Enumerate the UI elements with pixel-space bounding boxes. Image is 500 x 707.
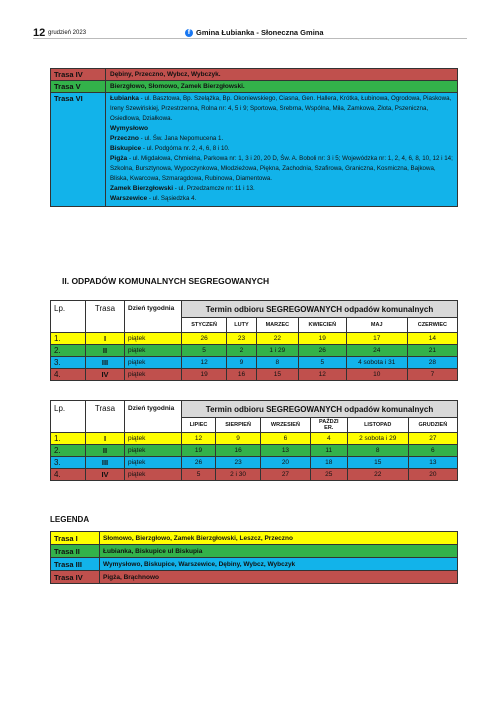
- header-title-text: Gmina Łubianka - Słoneczna Gmina: [196, 28, 324, 37]
- date-cell: 16: [227, 369, 257, 381]
- route-label: Trasa IV: [51, 69, 106, 81]
- table-row: [51, 369, 458, 381]
- lp-cell: 4.: [51, 469, 86, 481]
- date-cell: 12: [182, 357, 227, 369]
- termin-header: Termin odbioru SEGREGOWANYCH odpadów komunalnych: [182, 401, 458, 418]
- month-header: STYCZEŃ: [182, 318, 227, 333]
- route-label: Trasa V: [51, 81, 106, 93]
- table-row: [51, 345, 458, 357]
- day-cell: piątek: [125, 369, 182, 381]
- date-cell: 14: [407, 333, 457, 345]
- lp-header: Lp.: [51, 301, 86, 333]
- date-cell: 27: [261, 469, 311, 481]
- route-details: [106, 93, 458, 207]
- table-row: [51, 469, 458, 481]
- header-title: [185, 28, 324, 37]
- month-header: LISTOPAD: [347, 418, 408, 433]
- trasa-header: Trasa: [86, 401, 125, 433]
- legend-label: Trasa I: [51, 532, 100, 545]
- month-header: PAŹDZI ER.: [310, 418, 347, 433]
- legend-value: Słomowo, Bierzgłowo, Zamek Bierzgłowski, Leszcz, Przeczno: [100, 532, 458, 545]
- date-cell: 8: [347, 445, 408, 457]
- schedule-table-h1: [50, 300, 458, 381]
- table-row: [51, 433, 458, 445]
- date-cell: 4 sobota i 31: [346, 357, 407, 369]
- month-header: SIERPIEŃ: [216, 418, 261, 433]
- legend-row: [51, 558, 458, 571]
- date-cell: 6: [261, 433, 311, 445]
- date-cell: 2: [227, 345, 257, 357]
- date-cell: 9: [216, 433, 261, 445]
- month-header: MAJ: [346, 318, 407, 333]
- date-cell: 11: [310, 445, 347, 457]
- date-cell: 27: [408, 433, 457, 445]
- route-detail-line: Wymysłowo: [110, 125, 148, 132]
- dzien-header: Dzień tygodnia: [125, 301, 182, 333]
- date-cell: 16: [216, 445, 261, 457]
- date-cell: 12: [298, 369, 346, 381]
- date-cell: 12: [182, 433, 216, 445]
- table-row: [51, 333, 458, 345]
- date-cell: 5: [182, 345, 227, 357]
- date-cell: 8: [256, 357, 298, 369]
- day-cell: piątek: [125, 433, 182, 445]
- day-cell: piątek: [125, 457, 182, 469]
- trasa-header: Trasa: [86, 301, 125, 333]
- date-cell: 25: [310, 469, 347, 481]
- date-cell: 1 i 29: [256, 345, 298, 357]
- route-detail-line: Łubianka - ul. Basztowa, Bp. Szelążka, Bp. Okoniewskiego, Ciasna, Gen. Hallera, Krótka, Łubinowa, Ogrodowa, Piaskowa, Ireny Szewińskiej, Przestrzenna, Rolna nr: 4, 5 i 9; Sportowa, Srebrna, Wspólna, Miła, Zamkowa, Złota, Pszeniczna, Osiedlowa, Działkowa.: [110, 95, 452, 122]
- trasa-cell: III: [86, 457, 125, 469]
- month-header: LUTY: [227, 318, 257, 333]
- date-cell: 5: [182, 469, 216, 481]
- routes-table: [50, 68, 458, 207]
- date-cell: 13: [261, 445, 311, 457]
- route-label: Trasa VI: [51, 93, 106, 207]
- month-header: KWIECIEŃ: [298, 318, 346, 333]
- trasa-cell: II: [86, 445, 125, 457]
- route-detail-line: Zamek Bierzgłowski - ul. Przedzamcze nr: 11 i 13.: [110, 185, 255, 192]
- date-cell: 19: [182, 445, 216, 457]
- day-cell: piątek: [125, 333, 182, 345]
- date-cell: 10: [346, 369, 407, 381]
- trasa-cell: III: [86, 357, 125, 369]
- date-cell: 19: [298, 333, 346, 345]
- date-cell: 21: [407, 345, 457, 357]
- date-cell: 23: [216, 457, 261, 469]
- header-divider: [33, 38, 467, 39]
- route-detail-line: Biskupice - ul. Podgórna nr. 2, 4, 6, 8 i 10.: [110, 145, 230, 152]
- legend-label: Trasa IV: [51, 571, 100, 584]
- date-cell: 18: [310, 457, 347, 469]
- date-cell: 22: [347, 469, 408, 481]
- legend-table: [50, 531, 458, 584]
- date-cell: 24: [346, 345, 407, 357]
- route-row: [51, 93, 458, 207]
- legend-label: Trasa II: [51, 545, 100, 558]
- dzien-header: Dzień tygodnia: [125, 401, 182, 433]
- table-row: [51, 457, 458, 469]
- route-detail-line: Przeczno - ul. Św. Jana Nepomucena 1.: [110, 135, 224, 142]
- date-cell: 7: [407, 369, 457, 381]
- legend-title: LEGENDA: [50, 515, 90, 524]
- route-content: Dębiny, Przeczno, Wybcz, Wybczyk.: [106, 69, 458, 81]
- lp-header: Lp.: [51, 401, 86, 433]
- lp-cell: 2.: [51, 345, 86, 357]
- trasa-cell: IV: [86, 369, 125, 381]
- trasa-cell: I: [86, 333, 125, 345]
- month-header: GRUDZIEŃ: [408, 418, 457, 433]
- date-cell: 13: [408, 457, 457, 469]
- month-header: WRZESIEŃ: [261, 418, 311, 433]
- date-cell: 26: [182, 333, 227, 345]
- issue-date: grudzień 2023: [48, 30, 87, 36]
- date-cell: 26: [298, 345, 346, 357]
- trasa-cell: IV: [86, 469, 125, 481]
- route-row: [51, 81, 458, 93]
- date-cell: 20: [261, 457, 311, 469]
- date-cell: 19: [182, 369, 227, 381]
- legend-row: [51, 532, 458, 545]
- lp-cell: 2.: [51, 445, 86, 457]
- date-cell: 4: [310, 433, 347, 445]
- route-detail-line: Warszewice - ul. Sąsiedzka 4.: [110, 195, 197, 202]
- date-cell: 15: [347, 457, 408, 469]
- date-cell: 15: [256, 369, 298, 381]
- lp-cell: 4.: [51, 369, 86, 381]
- route-content: Bierzgłowo, Słomowo, Zamek Bierzgłowski.: [106, 81, 458, 93]
- date-cell: 26: [182, 457, 216, 469]
- date-cell: 23: [227, 333, 257, 345]
- date-cell: 20: [408, 469, 457, 481]
- date-cell: 6: [408, 445, 457, 457]
- day-cell: piątek: [125, 445, 182, 457]
- lp-cell: 1.: [51, 333, 86, 345]
- route-row: [51, 69, 458, 81]
- month-header: MARZEC: [256, 318, 298, 333]
- table-row: [51, 357, 458, 369]
- month-header: LIPIEC: [182, 418, 216, 433]
- page-number: 12: [33, 27, 46, 39]
- date-cell: 2 sobota i 29: [347, 433, 408, 445]
- route-detail-line: Pigża - ul. Migdałowa, Chmielna, Parkowa nr: 1, 3 i 20, 20 D, Św. A. Boboli nr: 3 i 5; Wojewódzka nr: 1, 2, 4, 6, 8, 10, 12 i 14; Szkolna, Bursztynowa, Wypoczynkowa, Młodzieżowa, Piękna, Zachodnia, Szafirowa, Graniczna, Kosmiczna, Bajkowa, Bliska, Kwarcowa, Szmaragdowa, Rubinowa, Diamentowa.: [110, 155, 453, 182]
- legend-value: Pigża, Brąchnowo: [100, 571, 458, 584]
- legend-label: Trasa III: [51, 558, 100, 571]
- section-title: II. ODPADÓW KOMUNALNYCH SEGREGOWANYCH: [62, 276, 270, 286]
- day-cell: piątek: [125, 357, 182, 369]
- table-row: [51, 445, 458, 457]
- lp-cell: 1.: [51, 433, 86, 445]
- date-cell: 5: [298, 357, 346, 369]
- date-cell: 9: [227, 357, 257, 369]
- trasa-cell: I: [86, 433, 125, 445]
- facebook-icon: f: [185, 29, 193, 37]
- date-cell: 17: [346, 333, 407, 345]
- legend-row: [51, 545, 458, 558]
- legend-row: [51, 571, 458, 584]
- date-cell: 2 i 30: [216, 469, 261, 481]
- trasa-cell: II: [86, 345, 125, 357]
- day-cell: piątek: [125, 345, 182, 357]
- date-cell: 22: [256, 333, 298, 345]
- schedule-table-h2: [50, 400, 458, 481]
- lp-cell: 3.: [51, 457, 86, 469]
- lp-cell: 3.: [51, 357, 86, 369]
- legend-value: Wymysłowo, Biskupice, Warszewice, Dębiny, Wybcz, Wybczyk: [100, 558, 458, 571]
- date-cell: 28: [407, 357, 457, 369]
- month-header: CZERWIEC: [407, 318, 457, 333]
- legend-value: Łubianka, Biskupice ul Biskupia: [100, 545, 458, 558]
- day-cell: piątek: [125, 469, 182, 481]
- termin-header: Termin odbioru SEGREGOWANYCH odpadów komunalnych: [182, 301, 458, 318]
